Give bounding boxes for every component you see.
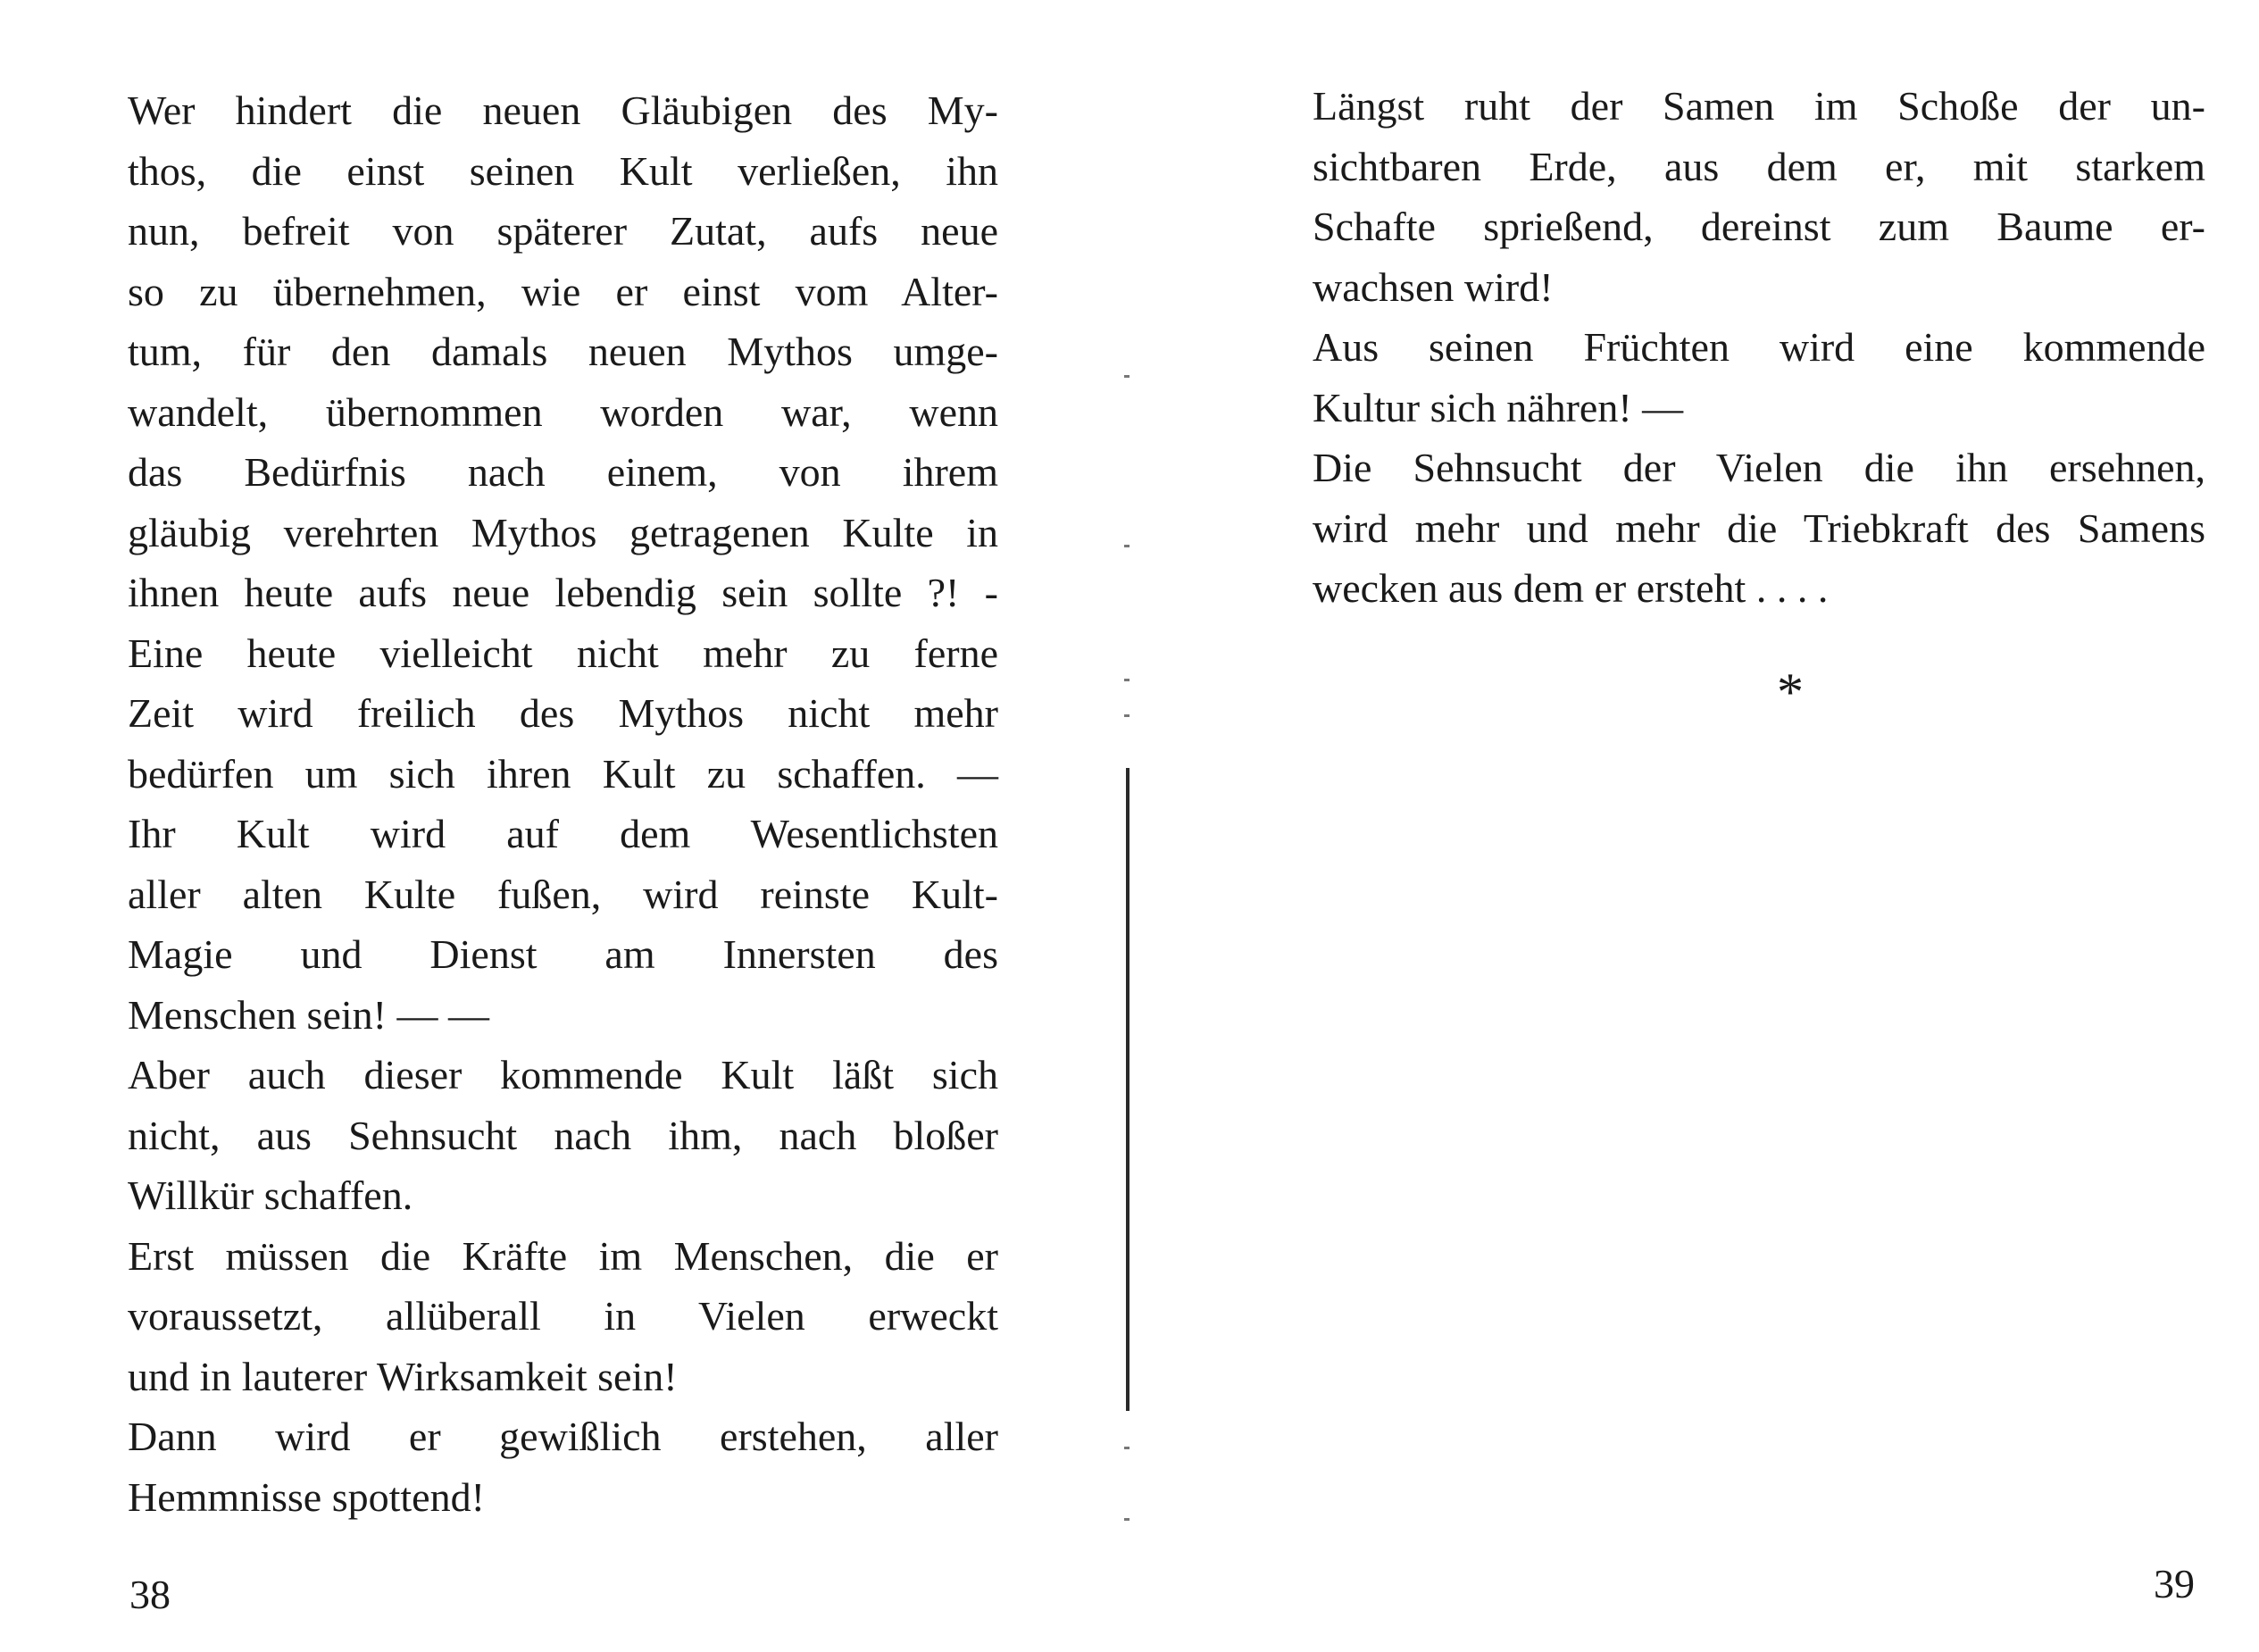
text-line: Eine heute vielleicht nicht mehr zu ferne: [128, 630, 998, 676]
text-line: bedürfen um sich ihren Kult zu schaffen. —: [128, 750, 998, 797]
right-page: [1130, 0, 2259, 1652]
text-line: und in lauterer Wirksamkeit sein!: [128, 1353, 678, 1399]
text-line: Aus seinen Früchten wird eine kommende: [1313, 324, 2205, 370]
text-line: Schafte sprießend, dereinst zum Baume er-: [1313, 204, 2205, 249]
text-line: tum, für den damals neuen Mythos umge-: [128, 329, 998, 374]
text-line: Magie und Dienst am Innersten des: [128, 931, 998, 977]
text-line: Willkür schaffen.: [128, 1172, 413, 1218]
text-line: Kultur sich nähren! —: [1313, 384, 1684, 430]
text-line: wachsen wird!: [1313, 263, 1554, 310]
text-line: wird mehr und mehr die Triebkraft des Samens: [1313, 505, 2205, 551]
text-line: nun, befreit von späterer Zutat, aufs neue: [128, 208, 998, 254]
text-line: Erst müssen die Kräfte im Menschen, die er: [128, 1232, 998, 1279]
text-line: so zu übernehmen, wie er einst vom Alter-: [128, 268, 998, 314]
page-number-right: 39: [2154, 1561, 2195, 1606]
text-line: aller alten Kulte fußen, wird reinste Kult-: [128, 871, 998, 917]
text-line: das Bedürfnis nach einem, von ihrem: [128, 449, 998, 495]
text-line: sichtbaren Erde, aus dem er, mit starkem: [1313, 143, 2205, 189]
text-line: wandelt, übernommen worden war, wenn: [128, 388, 998, 435]
text-line: Aber auch dieser kommende Kult läßt sich: [128, 1052, 998, 1097]
text-line: Menschen sein! — —: [128, 991, 489, 1038]
text-line: Hemmnisse spottend!: [128, 1473, 485, 1520]
right-page-text: [1313, 76, 2205, 619]
text-line: Ihr Kult wird auf dem Wesentlichsten: [128, 811, 998, 856]
text-line: Längst ruht der Samen im Schoße der un-: [1313, 83, 2205, 129]
text-line: ihnen heute aufs neue lebendig sein sollte ?! -: [128, 570, 998, 615]
text-line: voraussetzt, allüberall in Vielen erweckt: [128, 1293, 998, 1339]
text-line: wecken aus dem er ersteht . . . .: [1313, 565, 1829, 611]
asterisk-ornament: *: [1777, 663, 1804, 722]
text-line: Wer hindert die neuen Gläubigen des My-: [128, 88, 998, 133]
text-line: thos, die einst seinen Kult verließen, ihn: [128, 147, 998, 194]
text-line: Zeit wird freilich des Mythos nicht mehr: [128, 690, 998, 736]
text-line: nicht, aus Sehnsucht nach ihm, nach bloßer: [128, 1112, 998, 1158]
page-number-left: 38: [129, 1572, 171, 1617]
left-page-text: [128, 80, 998, 1527]
text-line: Dann wird er gewißlich erstehen, aller: [128, 1414, 998, 1459]
text-line: Die Sehnsucht der Vielen die ihn ersehnen,: [1313, 445, 2205, 490]
text-line: gläubig verehrten Mythos getragenen Kulte in: [128, 509, 998, 555]
